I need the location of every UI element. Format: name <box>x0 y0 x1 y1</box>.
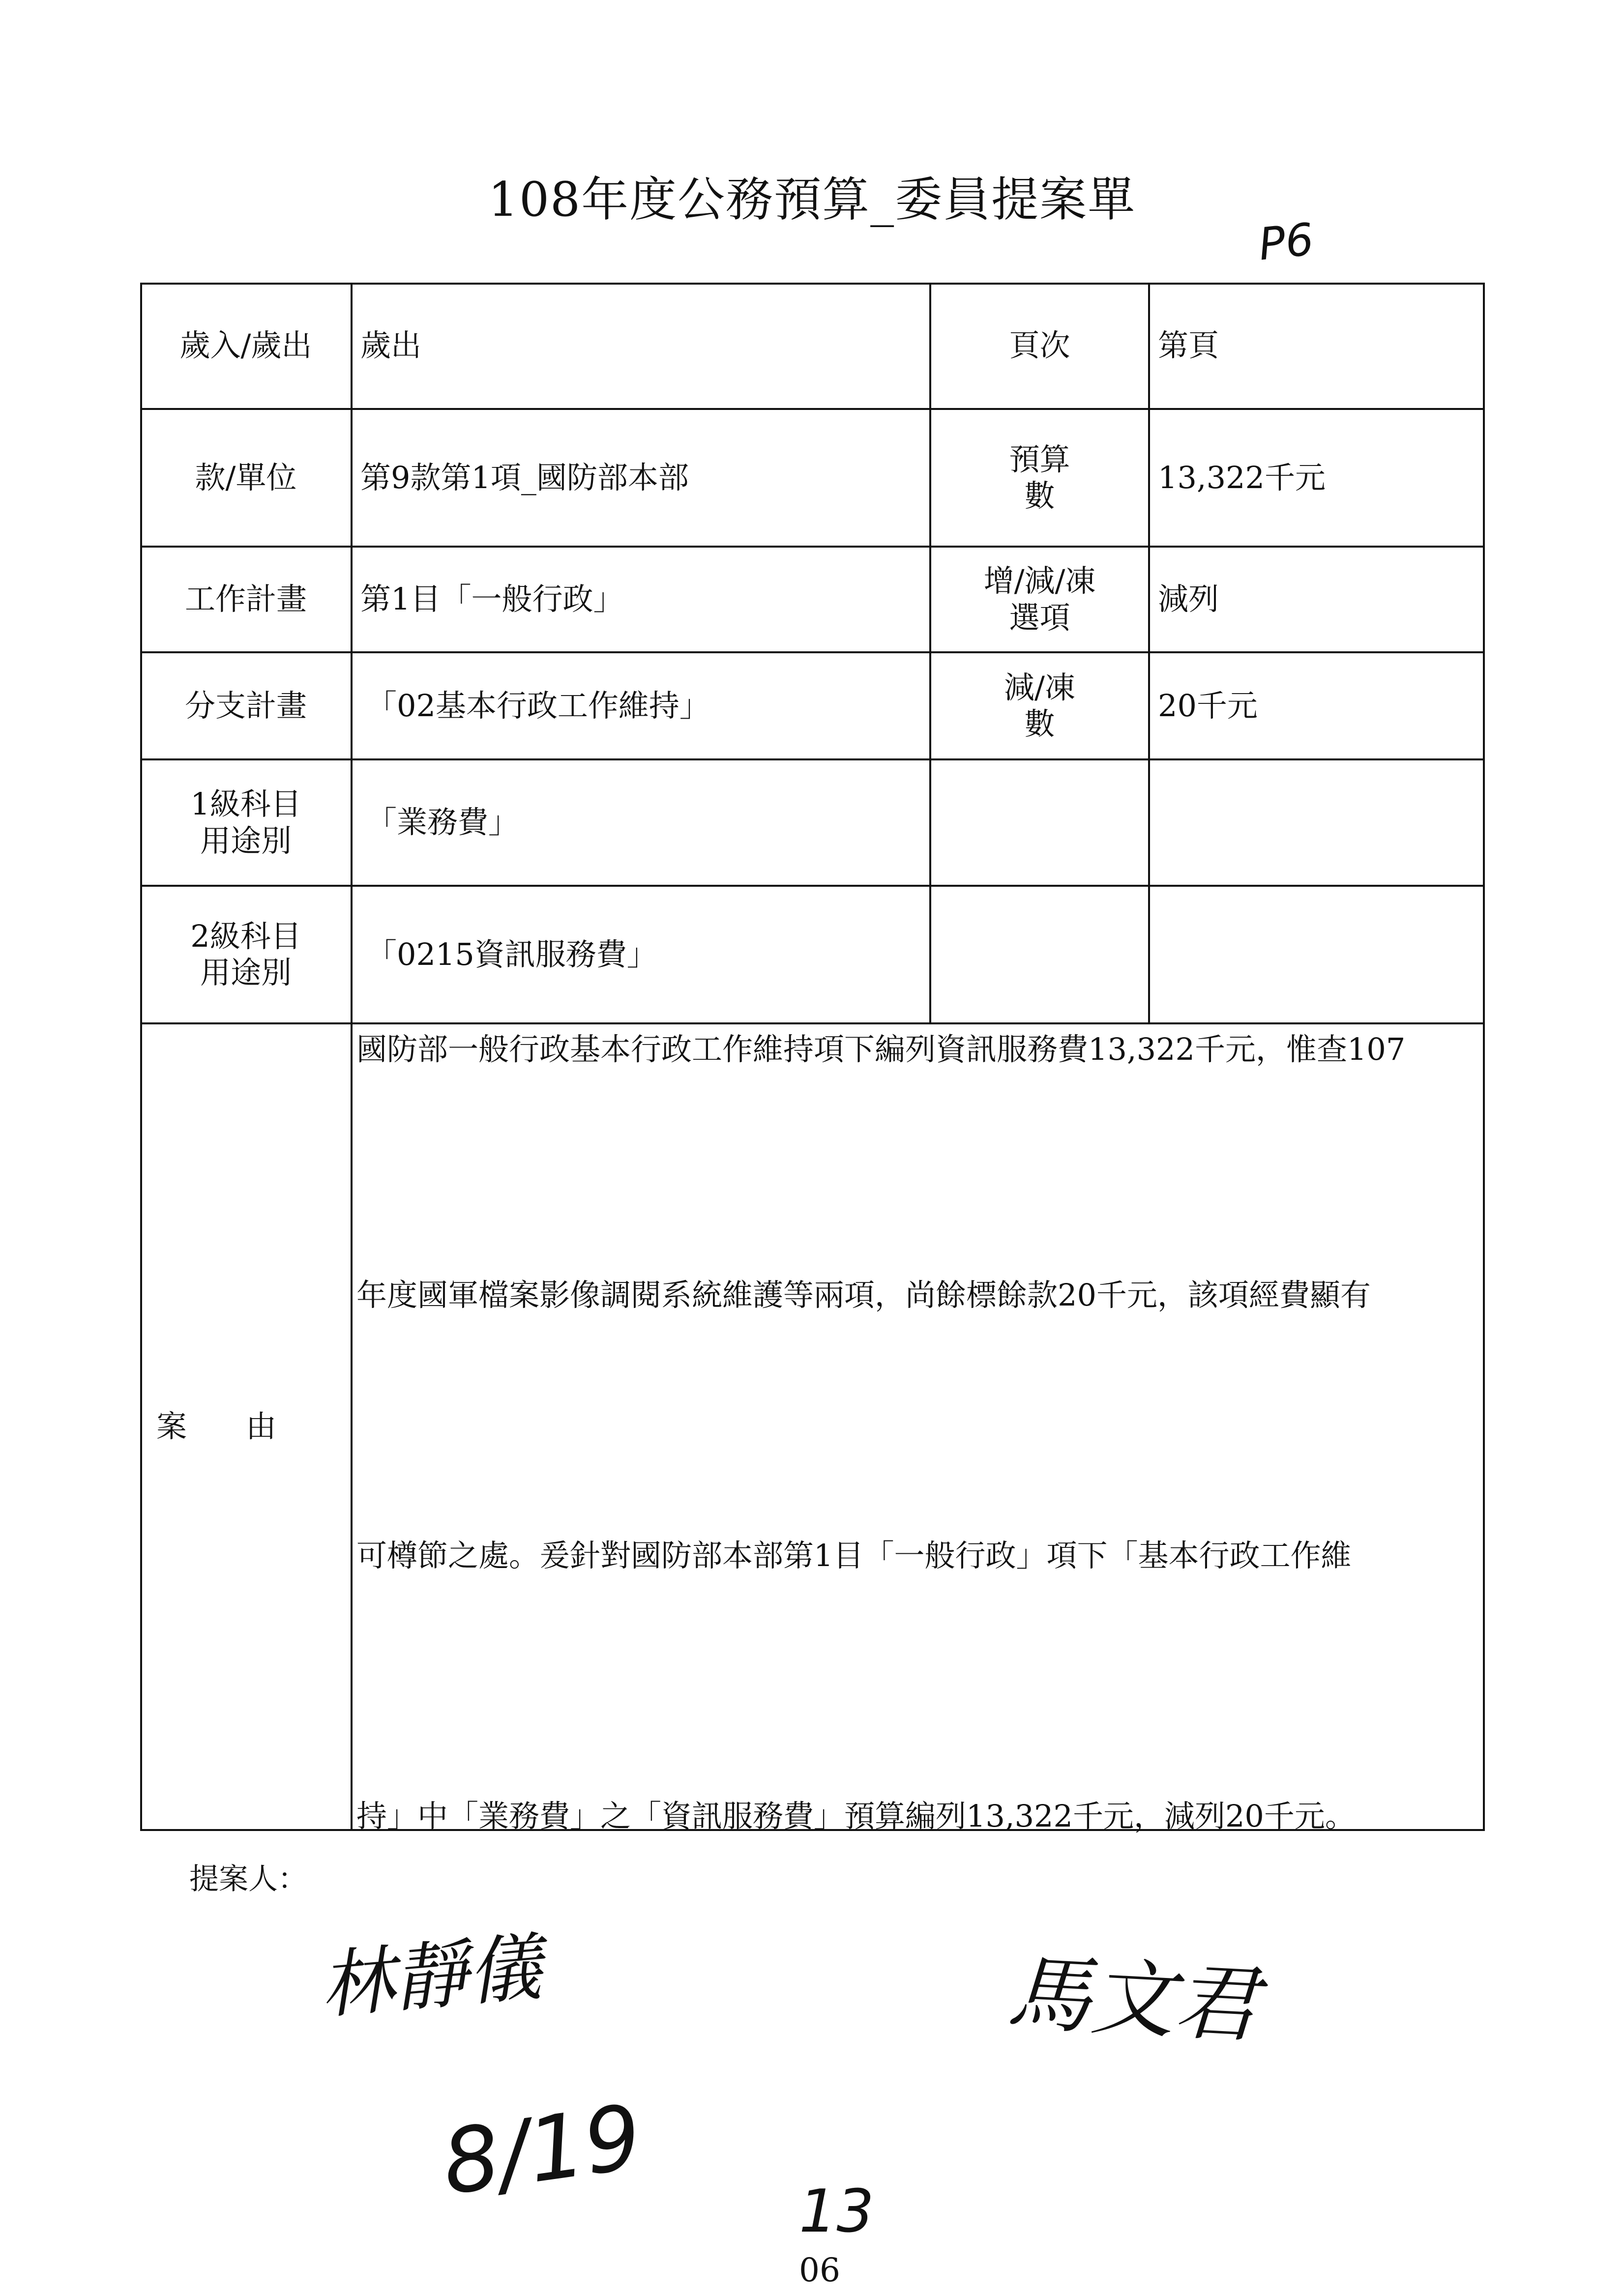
signature-1: 林靜儀 <box>317 1924 545 2030</box>
proposal-form-table <box>140 283 1485 1834</box>
reduction-amount-label-line2: 數 <box>1024 706 1055 742</box>
reduction-amount-value: 20千元 <box>1158 687 1258 724</box>
form-title: 108年度公務預算_委員提案單 <box>488 172 1136 227</box>
adjustment-option-label-line2: 選項 <box>1009 599 1070 636</box>
reason-label-text: 案由 <box>156 1408 335 1445</box>
reason-line-4: 持」中「業務費」之「資訊服務費」預算編列13,322千元，減列20千元。 <box>356 1798 1356 1834</box>
work-plan-label: 工作計畫 <box>184 581 307 617</box>
budget-amount-value: 13,322千元 <box>1158 459 1326 495</box>
budget-amount-label-line2: 數 <box>1024 478 1055 514</box>
section-unit-label: 款/單位 <box>195 459 297 495</box>
reason-line-1: 國防部一般行政基本行政工作維持項下編列資訊服務費13,322千元，惟查107 <box>356 1031 1406 1067</box>
reason-line-2: 年度國軍檔案影像調閱系統維護等兩項，尚餘標餘款20千元，該項經費顯有 <box>356 1277 1371 1313</box>
reason-line-3: 可樽節之處。爰針對國防部本部第1目「一般行政」項下「基本行政工作維 <box>356 1538 1352 1573</box>
level1-subject-label-line2: 用途別 <box>200 822 292 859</box>
adjustment-option-label-line1: 增/減/凍 <box>983 563 1096 599</box>
level1-subject-value: 「業務費」 <box>366 804 519 841</box>
level1-subject-label-line1: 1級科目 <box>190 786 301 822</box>
level2-subject-label-line2: 用途別 <box>200 955 292 990</box>
reduction-amount-label-line1: 減/凍 <box>1004 669 1075 705</box>
signature-2: 馬文君 <box>1005 1944 1261 2055</box>
budget-amount-label <box>930 409 1149 547</box>
proposer-label: 提案人： <box>189 1862 307 1896</box>
branch-plan-value: 「02基本行政工作維持」 <box>366 687 710 724</box>
branch-plan-label: 分支計畫 <box>184 687 307 724</box>
reduction-amount-label <box>930 652 1149 759</box>
level2-subject-value: 「0215資訊服務費」 <box>366 936 657 972</box>
handwritten-page-note: P6 <box>1256 213 1316 271</box>
adjustment-option-value: 減列 <box>1158 581 1219 617</box>
page-code: 06 <box>799 2251 840 2289</box>
handwritten-date: 8/19 <box>436 2085 648 2215</box>
adjustment-option-label <box>930 547 1149 652</box>
budget-amount-label-line1: 預算 <box>1009 441 1070 477</box>
work-plan-value: 第1目「一般行政」 <box>360 581 624 617</box>
income-expense-value: 歲出 <box>360 327 422 364</box>
level2-subject-label <box>140 886 352 1023</box>
page-value: 第頁 <box>1158 327 1219 364</box>
reason-text <box>356 1025 1482 1834</box>
section-unit-value: 第9款第1項_國防部本部 <box>360 459 689 495</box>
handwritten-page-number: 13 <box>799 2178 874 2246</box>
reason-label <box>140 1023 352 1830</box>
level1-subject-label <box>140 759 352 886</box>
income-expense-label: 歲入/歲出 <box>179 327 312 364</box>
level2-subject-label-line1: 2級科目 <box>190 918 301 954</box>
page-label: 頁次 <box>1009 327 1070 364</box>
